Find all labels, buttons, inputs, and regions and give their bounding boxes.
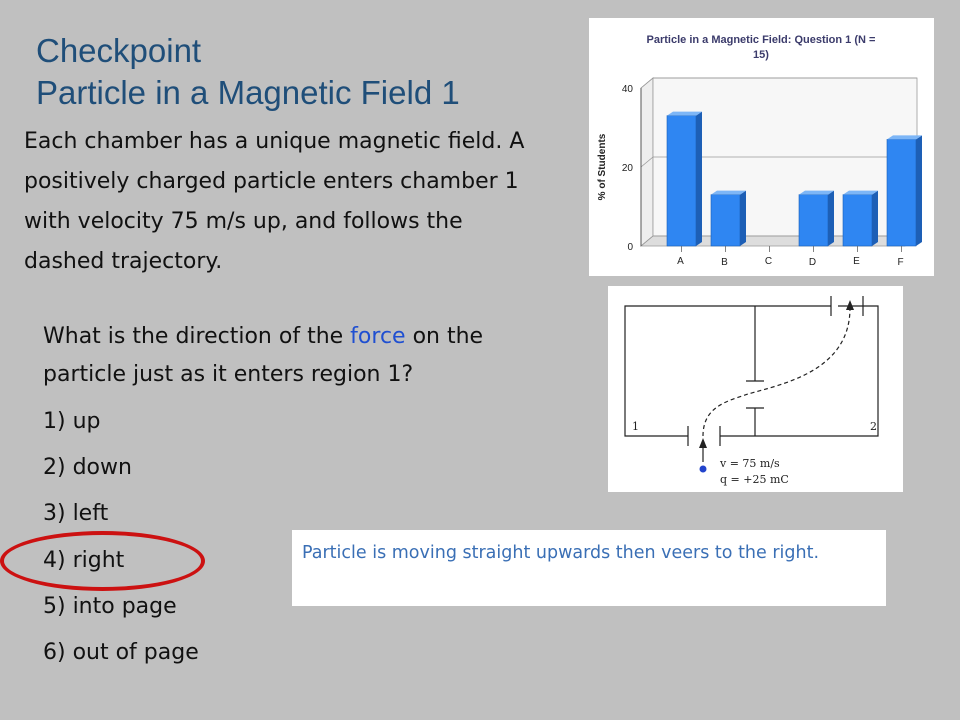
region-2-label: 2	[870, 420, 877, 433]
region-1-label: 1	[632, 420, 639, 433]
choice-into-page[interactable]: 5) into page	[43, 593, 177, 619]
particle-dot	[700, 466, 707, 473]
question-part-1: What is the direction of the	[43, 324, 351, 349]
x-tick-label-B: B	[721, 257, 728, 268]
x-tick-label-A: A	[677, 256, 684, 267]
chamber-diagram	[608, 286, 903, 492]
bar-side-E	[872, 191, 878, 246]
bar-top-F	[887, 135, 922, 139]
y-tick-label-0: 0	[627, 242, 633, 253]
bar-side-F	[916, 135, 922, 246]
question-part-2: on the particle just as it enters region 1?	[43, 324, 484, 387]
bar-top-D	[799, 191, 834, 195]
question-text	[43, 318, 563, 394]
bar-top-E	[843, 191, 878, 195]
correct-answer-circle	[0, 531, 205, 591]
results-chart-svg	[589, 18, 934, 276]
title-line-2: Particle in a Magnetic Field 1	[36, 74, 460, 111]
chamber-diagram-svg	[608, 286, 903, 492]
x-tick-label-F: F	[897, 257, 904, 268]
exit-arrowhead	[846, 300, 854, 310]
choice-out-of-page[interactable]: 6) out of page	[43, 639, 199, 665]
answer-explanation: Particle is moving straight upwards then veers to the right.	[292, 530, 886, 606]
choice-up[interactable]: 1) up	[43, 409, 101, 434]
y-tick-label-20: 20	[621, 163, 633, 174]
bar-side-D	[828, 191, 834, 246]
bar-A	[667, 116, 696, 246]
question-highlight: force	[350, 324, 406, 349]
x-tick-label-D: D	[808, 257, 817, 268]
results-chart	[589, 18, 934, 276]
bar-side-B	[740, 191, 746, 246]
x-tick-label-E: E	[853, 256, 860, 267]
chamber-walls	[625, 296, 878, 446]
intro-text: Each chamber has a unique magnetic field. A positively charged particle enters chamber 1 with velocity 75 m/s up, and follows the dashed trajectory.	[24, 129, 525, 274]
chart-title-line-2: 15)	[753, 49, 769, 61]
chart-title-line-1: Particle in a Magnetic Field: Question 1 (N =	[646, 34, 876, 46]
choice-left[interactable]: 3) left	[43, 501, 109, 527]
bar-B	[711, 195, 740, 246]
particle-trajectory	[703, 308, 850, 436]
charge-label: q = +25 mC	[720, 473, 789, 486]
y-axis-label: % of Students	[597, 133, 608, 201]
x-tick-label-C: C	[764, 256, 773, 267]
bar-side-A	[696, 112, 702, 246]
bar-E	[843, 195, 872, 246]
bar-top-A	[667, 112, 702, 116]
title-line-1: Checkpoint	[36, 32, 202, 69]
choice-right[interactable]: 4) right	[43, 547, 125, 573]
velocity-arrowhead	[699, 438, 707, 448]
y-tick-label-40: 40	[621, 84, 633, 95]
bar-D	[799, 195, 828, 246]
bar-top-B	[711, 191, 746, 195]
slide-title	[36, 30, 460, 114]
velocity-label: v = 75 m/s	[720, 457, 780, 470]
bar-F	[887, 139, 916, 246]
choice-down[interactable]: 2) down	[43, 455, 132, 481]
